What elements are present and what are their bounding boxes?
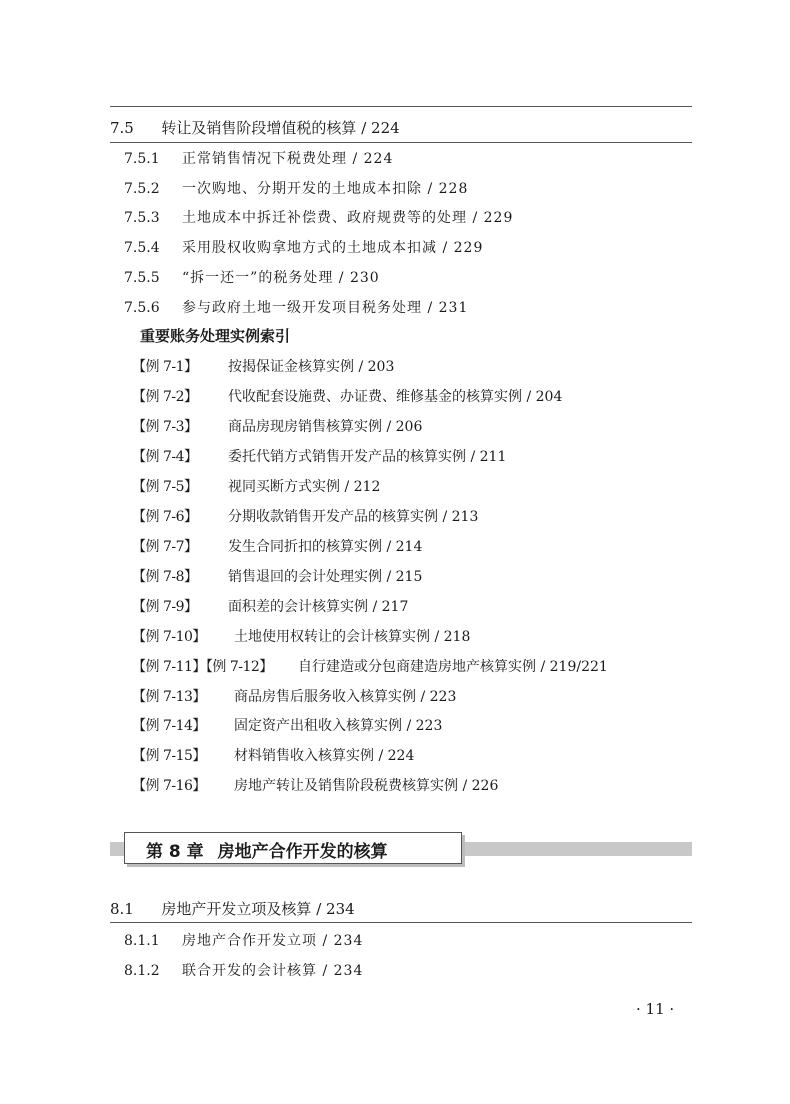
example-title: 委托代销方式销售开发产品的核算实例 [228,449,466,465]
example-entry[interactable]: 【例 7-9】 面积差的会计核算实例 / 217 [132,596,408,616]
toc-subsection-8-1-2[interactable]: 8.1.2 联合开发的会计核算 / 234 [124,963,364,979]
example-label: 【例 7-13】 [132,689,206,705]
example-label: 【例 7-15】 [132,748,206,764]
subsection-number: 7.5.5 [124,270,160,286]
example-title: 视同买断方式实例 [228,479,340,495]
example-page: 203 [367,359,395,375]
example-title: 按揭保证金核算实例 [228,359,354,375]
example-label: 【例 7-10】 [132,629,206,645]
example-page: 223 [415,718,443,734]
example-page: 226 [471,778,499,794]
section-title: 转让及销售阶段增值税的核算 [161,119,357,137]
example-label: 【例 7-8】 [132,569,198,585]
toc-subsection-7-5-5[interactable]: 7.5.5 “拆一还一”的税务处理 / 230 [124,270,380,286]
example-title: 材料销售收入核算实例 [234,748,374,764]
example-title: 面积差的会计核算实例 [228,599,368,615]
section-rule-8-1 [110,922,692,923]
subsection-page: 229 [483,210,514,226]
example-entry[interactable]: 【例 7-4】 委托代销方式销售开发产品的核算实例 / 211 [132,446,506,466]
chapter-name: 房地产合作开发的核算 [217,842,388,862]
subsection-title: “拆一还一”的税务处理 [182,270,334,286]
example-entry[interactable]: 【例 7-5】 视同买断方式实例 / 212 [132,476,380,496]
example-page: 211 [479,449,507,465]
example-page: 217 [381,599,409,615]
example-page: 204 [535,389,563,405]
example-label: 【例 7-3】 [132,419,198,435]
example-page: 218 [443,629,471,645]
example-label: 【例 7-7】 [132,539,198,555]
example-entry[interactable]: 【例 7-1】 按揭保证金核算实例 / 203 [132,356,394,376]
example-label: 【例 7-9】 [132,599,198,615]
example-title: 商品房现房销售核算实例 [228,419,382,435]
subsection-page: 231 [438,300,469,316]
toc-subsection-7-5-3[interactable]: 7.5.3 土地成本中拆迁补偿费、政府规费等的处理 / 229 [124,210,514,226]
subsection-number: 7.5.2 [124,181,160,197]
example-label: 【例 7-11】【例 7-12】 [132,659,273,675]
section-number: 8.1 [110,900,134,918]
example-entry[interactable]: 【例 7-10】 土地使用权转让的会计核算实例 / 218 [132,626,470,646]
subsection-title: 房地产合作开发立项 [182,933,317,949]
example-label: 【例 7-5】 [132,479,198,495]
section-number: 7.5 [110,119,134,137]
subsection-page: 228 [438,181,469,197]
top-rule [110,106,692,107]
example-label: 【例 7-16】 [132,778,206,794]
subsection-title: 一次购地、分期开发的土地成本扣除 [182,181,422,197]
subsection-page: 224 [363,151,394,167]
example-page: 219/221 [549,659,608,675]
section-title: 房地产开发立项及核算 [161,900,312,918]
chapter-title[interactable] [146,837,388,862]
subsection-title: 采用股权收购拿地方式的土地成本扣减 [182,240,437,256]
example-label: 【例 7-1】 [132,359,198,375]
toc-section-7-5[interactable]: 7.5 转让及销售阶段增值税的核算 / 224 [110,119,400,137]
example-label: 【例 7-14】 [132,718,206,734]
example-label: 【例 7-4】 [132,449,198,465]
example-entry[interactable]: 【例 7-8】 销售退回的会计处理实例 / 215 [132,566,422,586]
subsection-title: 土地成本中拆迁补偿费、政府规费等的处理 [182,210,467,226]
toc-subsection-7-5-4[interactable]: 7.5.4 采用股权收购拿地方式的土地成本扣减 / 229 [124,240,484,256]
example-page: 214 [395,539,423,555]
example-entry[interactable]: 【例 7-15】 材料销售收入核算实例 / 224 [132,745,414,765]
example-entry[interactable]: 【例 7-2】 代收配套设施费、办证费、维修基金的核算实例 / 204 [132,386,562,406]
subsection-title: 正常销售情况下税费处理 [182,151,347,167]
example-title: 自行建造或分包商建造房地产核算实例 [298,659,536,675]
subsection-number: 7.5.6 [124,300,160,316]
subsection-number: 8.1.1 [124,933,160,949]
toc-subsection-7-5-2[interactable]: 7.5.2 一次购地、分期开发的土地成本扣除 / 228 [124,181,469,197]
subsection-number: 7.5.1 [124,151,160,167]
subsection-title: 参与政府土地一级开发项目税务处理 [182,300,422,316]
example-title: 代收配套设施费、办证费、维修基金的核算实例 [228,389,522,405]
example-title: 固定资产出租收入核算实例 [234,718,402,734]
chapter-number: 第 8 章 [146,842,204,862]
subsection-page: 234 [333,963,364,979]
example-title: 发生合同折扣的核算实例 [228,539,382,555]
example-page: 206 [395,419,423,435]
example-entry[interactable]: 【例 7-3】 商品房现房销售核算实例 / 206 [132,416,422,436]
example-entry[interactable]: 【例 7-13】 商品房售后服务收入核算实例 / 223 [132,686,456,706]
example-entry[interactable]: 【例 7-6】 分期收款销售开发产品的核算实例 / 213 [132,506,478,526]
example-entry[interactable]: 【例 7-14】 固定资产出租收入核算实例 / 223 [132,715,442,735]
subsection-page: 234 [333,933,364,949]
example-title: 房地产转让及销售阶段税费核算实例 [234,778,458,794]
section-page: 234 [326,900,355,918]
example-page: 212 [353,479,381,495]
example-title: 土地使用权转让的会计核算实例 [234,629,430,645]
subsection-number: 8.1.2 [124,963,160,979]
example-page: 213 [451,509,479,525]
example-entry[interactable]: 【例 7-16】 房地产转让及销售阶段税费核算实例 / 226 [132,775,498,795]
subsection-title: 联合开发的会计核算 [182,963,317,979]
subsection-number: 7.5.3 [124,210,160,226]
toc-subsection-7-5-6[interactable]: 7.5.6 参与政府土地一级开发项目税务处理 / 231 [124,300,469,316]
subsection-page: 230 [349,270,380,286]
subsection-number: 7.5.4 [124,240,160,256]
index-heading: 重要账务处理实例索引 [140,327,291,345]
example-page: 215 [395,569,423,585]
example-page: 224 [387,748,415,764]
section-rule-7-5 [110,142,692,143]
section-page: 224 [371,119,400,137]
example-page: 223 [429,689,457,705]
example-entry[interactable]: 【例 7-7】 发生合同折扣的核算实例 / 214 [132,536,422,556]
toc-subsection-8-1-1[interactable]: 8.1.1 房地产合作开发立项 / 234 [124,933,364,949]
example-label: 【例 7-6】 [132,509,198,525]
example-title: 分期收款销售开发产品的核算实例 [228,509,438,525]
example-label: 【例 7-2】 [132,389,198,405]
toc-section-8-1[interactable]: 8.1 房地产开发立项及核算 / 234 [110,900,355,918]
example-entry[interactable]: 【例 7-11】【例 7-12】 自行建造或分包商建造房地产核算实例 / 219/221 [132,656,608,676]
page-number: · 11 · [636,1000,675,1018]
toc-subsection-7-5-1[interactable]: 7.5.1 正常销售情况下税费处理 / 224 [124,151,394,167]
subsection-page: 229 [453,240,484,256]
example-title: 商品房售后服务收入核算实例 [234,689,416,705]
example-title: 销售退回的会计处理实例 [228,569,382,585]
